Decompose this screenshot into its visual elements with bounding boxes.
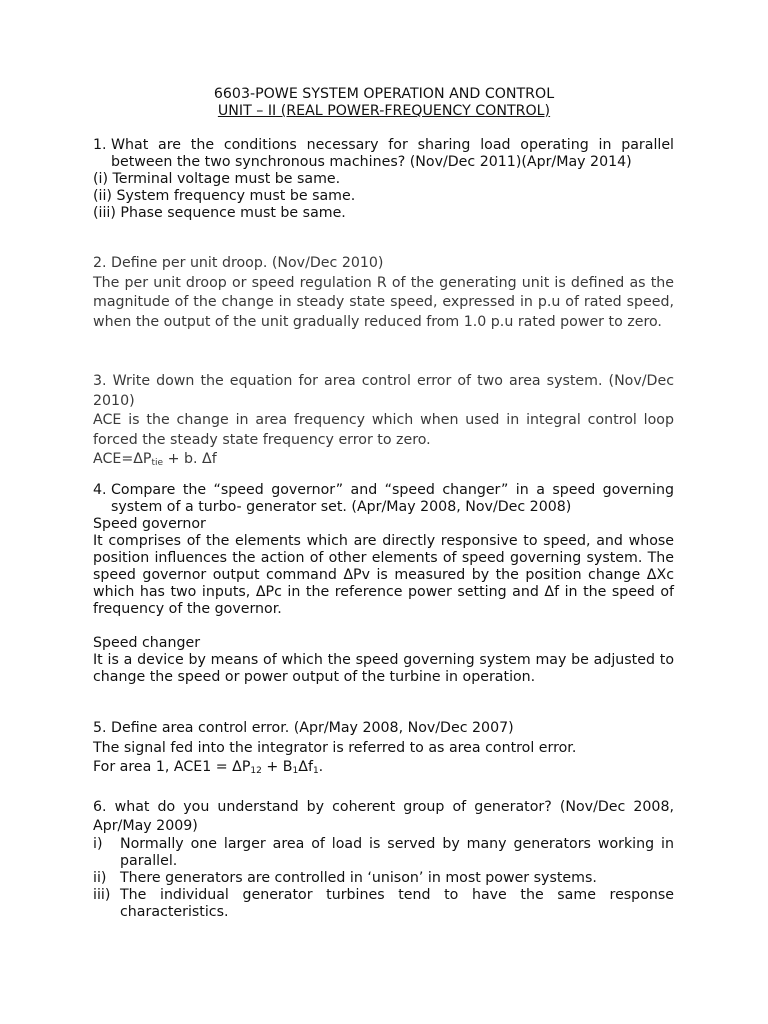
- question-1-answer-3: (iii) Phase sequence must be same.: [93, 205, 346, 221]
- question-3: [93, 372, 674, 470]
- document-header: [0, 86, 768, 120]
- speed-governor-text: It comprises of the elements which are directly responsive to speed, and whose position influences the action of other elements of speed governing system. The speed governor output command ΔPv is measured by the position change ΔXc which has two inputs, ΔPc in the reference power setting and Δf in the speed of frequency of the governor.: [93, 533, 674, 617]
- question-6-text: 6. what do you understand by coherent group of generator? (Nov/Dec 2008, Apr/May 2009): [93, 799, 674, 834]
- question-1-number: 1.: [93, 137, 107, 153]
- question-4-number: 4.: [93, 482, 107, 498]
- question-1-answer-1: (i) Terminal voltage must be same.: [93, 171, 341, 187]
- question-6: [93, 798, 674, 921]
- speed-changer-heading: Speed changer: [93, 635, 201, 651]
- question-3-answer: ACE is the change in area frequency which when used in integral control loop forced the steady state frequency error to zero.: [93, 412, 674, 448]
- question-5-text: 5. Define area control error. (Apr/May 2008, Nov/Dec 2007): [93, 720, 514, 736]
- question-5-answer: The signal fed into the integrator is referred to as area control error.: [93, 739, 577, 756]
- speed-governor-heading: Speed governor: [93, 516, 206, 532]
- speed-changer-text: It is a device by means of which the speed governing system may be adjusted to change the speed or power output of the turbine in operation.: [93, 652, 674, 685]
- question-4: [93, 482, 674, 686]
- question-2-text: 2. Define per unit droop. (Nov/Dec 2010): [93, 255, 384, 271]
- question-5: [93, 719, 674, 778]
- question-1: [93, 137, 674, 222]
- question-1-answer-2: (ii) System frequency must be same.: [93, 188, 356, 204]
- list-item: ii) There generators are controlled in ‘unison’ in most power systems.: [93, 870, 597, 886]
- question-3-text: 3. Write down the equation for area control error of two area system. (Nov/Dec 2010): [93, 373, 674, 409]
- list-item: iii) The individual generator turbines tend to have the same response characteristics.: [93, 887, 674, 920]
- question-5-equation: For area 1, $ACE1 = \Delta P_{12} + B_1\Delta f_1$.: [93, 759, 324, 777]
- unit-subtitle: UNIT – II (REAL POWER-FREQUENCY CONTROL): [217, 103, 551, 119]
- question-2: [93, 254, 674, 332]
- question-2-answer: The per unit droop or speed regulation R of the generating unit is defined as the magnitude of the change in steady state speed, expressed in p.u of rated speed, when the output of the unit gradually reduced from 1.0 p.u rated power to zero.: [93, 274, 674, 330]
- question-3-equation: $ACE=\Delta P_{tie} + b$. Δf: [93, 451, 217, 469]
- list-item: i) Normally one larger area of load is served by many generators working in parallel.: [93, 836, 674, 869]
- question-1-text: What are the conditions necessary for sharing load operating in parallel between the two synchronous machines? (Nov/Dec 2011)(Apr/May 2014): [111, 137, 674, 170]
- question-4-text: Compare the “speed governor” and “speed changer” in a speed governing system of a turbo- generator set. (Apr/May 2008, Nov/Dec 2008): [111, 482, 674, 515]
- document-title: 6603-POWE SYSTEM OPERATION AND CONTROL: [213, 86, 555, 102]
